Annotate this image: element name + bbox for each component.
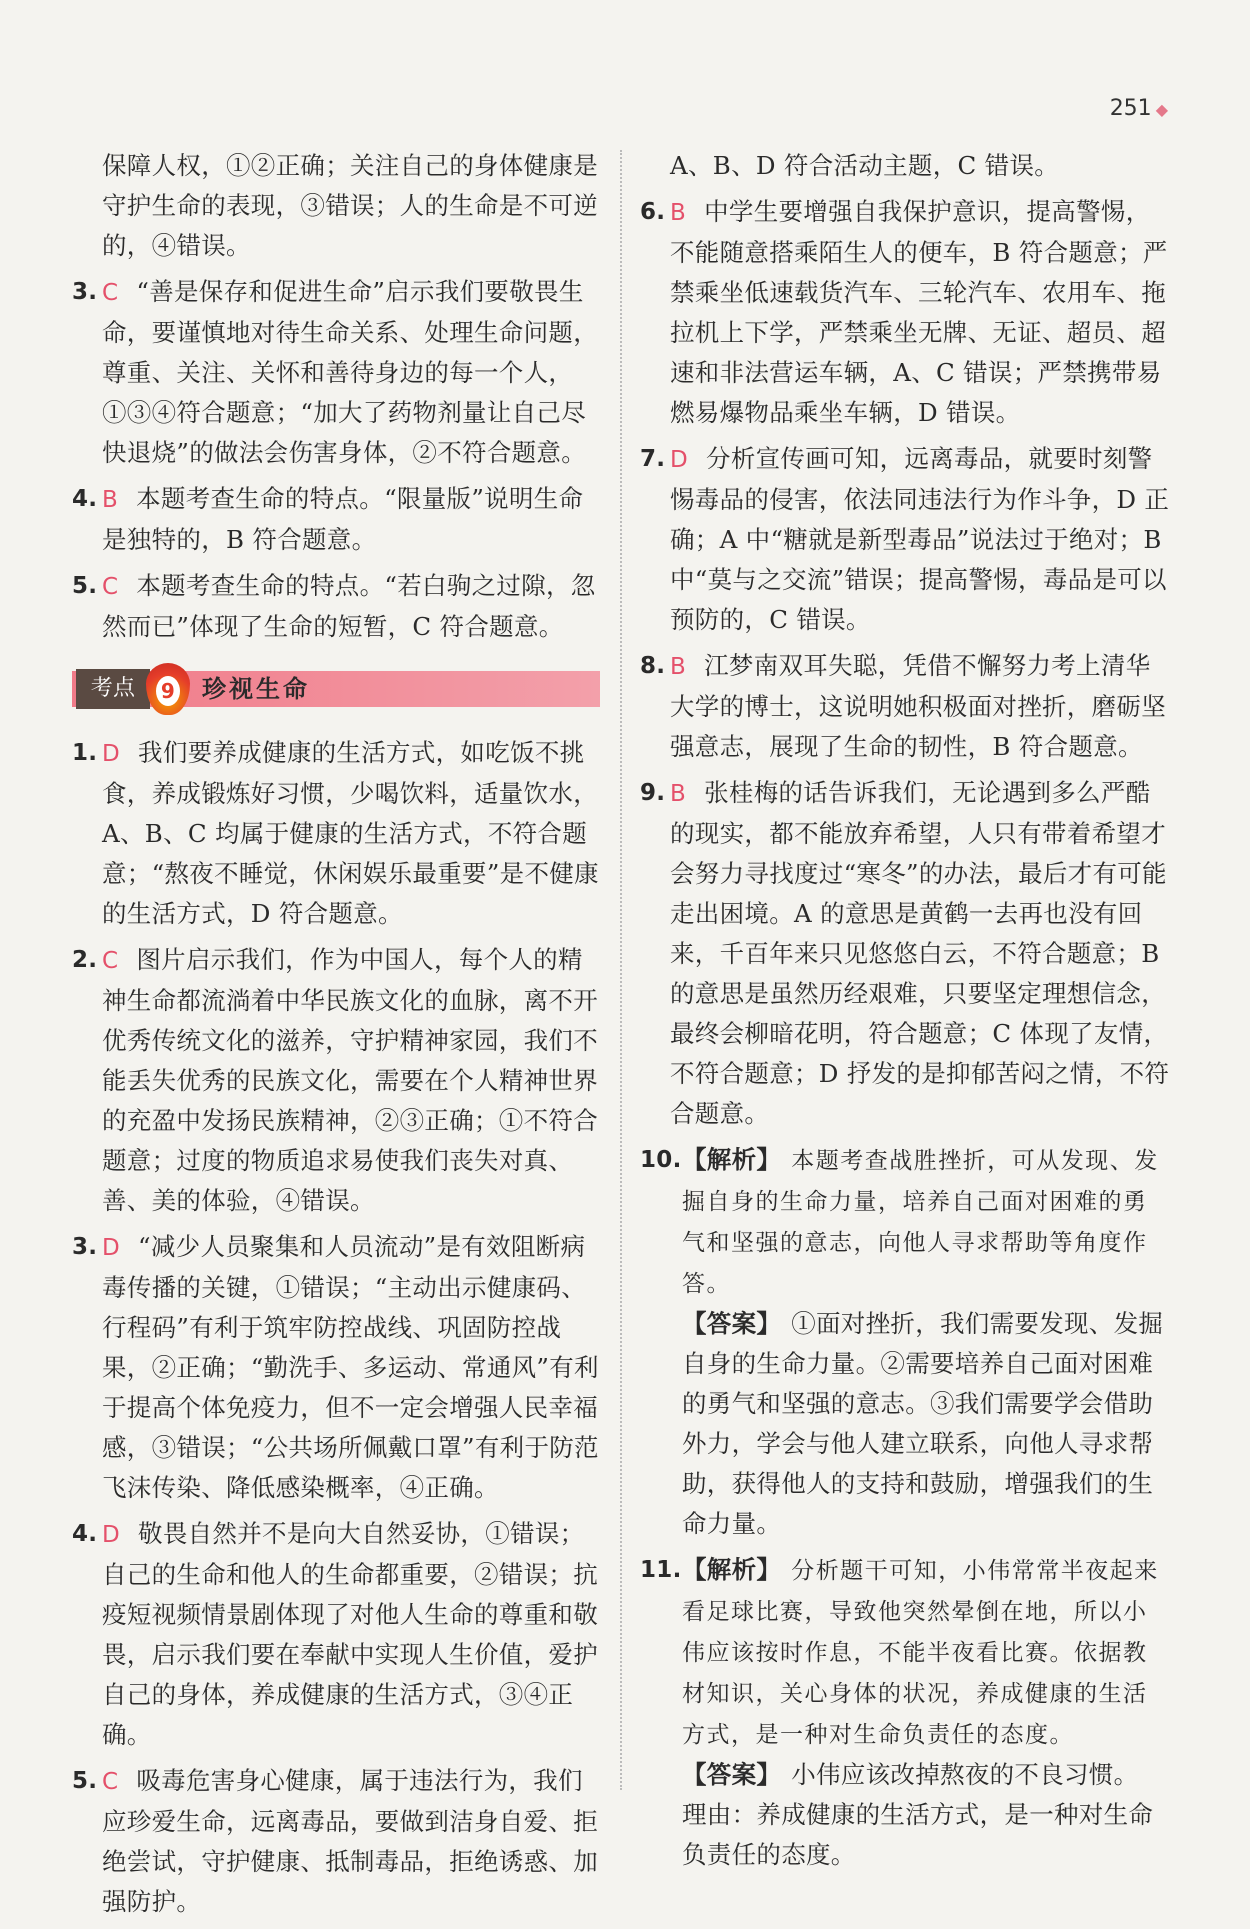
answer-letter: B — [670, 654, 687, 680]
analysis: 【解析】 本题考查战胜挫折，可从发现、发掘自身的生命力量，培养自己面对困难的勇气和坚强的意志，向他人寻求帮助等角度作答。 — [682, 1145, 1159, 1297]
answer-item: 3. C “善是保存和促进生命”启示我们要敬畏生命，要谨慎地对待生命关系、处理生命问题，尊重、关注、关怀和善待身边的每一个人，①③④符合题意；“加大了药物剂量让自己尽快退烧”的做法会伤害身体，②不符合题意。 — [72, 277, 598, 467]
answer-item: 6. B 中学生要增强自我保护意识，提高警惕，不能随意搭乘陌生人的便车，B 符合题意；严禁乘坐低速载货汽车、三轮汽车、农用车、拖拉机上下学，严禁乘坐无牌、无证、超员、超速和非法营运车辆，A、C 错误；严禁携带易燃易爆物品乘坐车辆，D 错误。 — [640, 197, 1168, 427]
answer-letter: B — [670, 200, 687, 226]
reason: 理由：养成健康的生活方式，是一种对生命负责任的态度。 — [682, 1800, 1154, 1869]
answer-letter: D — [670, 447, 689, 473]
answer: 【答案】 小伟应该改掉熬夜的不良习惯。 — [682, 1760, 1139, 1789]
answer-item: 5. C 吸毒危害身心健康，属于违法行为，我们应珍爱生命，远离毒品，要做到洁身自爱、拒绝尝试，守护健康、抵制毒品，拒绝诱惑、加强防护。 — [72, 1766, 598, 1916]
section-number: 9 — [156, 676, 180, 706]
question-10: 10. 【解析】 本题考查战胜挫折，可从发现、发掘自身的生命力量，培养自己面对困难的勇气和坚强的意志，向他人寻求帮助等角度作答。 【答案】 ①面对挫折，我们需要发现、发掘自身的生命力量。②需要培养自己面对困难的勇气和坚强的意志。③我们需要学会借助外力，学会与他人建立联系，向他人寻求帮助，获得他人的支持和鼓励，增强我们的生命力量。 — [640, 1140, 1170, 1544]
answer-letter: C — [102, 280, 119, 306]
continued-text: A、B、D 符合活动主题，C 错误。 — [670, 151, 1060, 180]
answer-letter: D — [102, 1522, 121, 1548]
answer-item: 8. B 江梦南双耳失聪，凭借不懈努力考上清华大学的博士，这说明她积极面对挫折，磨砺坚强意志，展现了生命的韧性，B 符合题意。 — [640, 651, 1166, 761]
answer-item: 2. C 图片启示我们，作为中国人，每个人的精神生命都流淌着中华民族文化的血脉，离不开优秀传统文化的滋养，守护精神家园，我们不能丢失优秀的民族文化，需要在个人精神世界的充盈中发扬民族精神，②③正确；①不符合题意；过度的物质追求易使我们丧失对真、善、美的体验，④错误。 — [72, 945, 598, 1215]
answer-item: 4. D 敬畏自然并不是向大自然妥协，①错误；自己的生命和他人的生命都重要，②错误；抗疫短视频情景剧体现了对他人生命的尊重和敬畏，启示我们要在奉献中实现人生价值，爱护自己的身体，养成健康的生活方式，③④正确。 — [72, 1519, 598, 1749]
page-number: 251 ◆ — [1109, 96, 1168, 121]
answer-item: 9. B 张桂梅的话告诉我们，无论遇到多么严酷的现实，都不能放弃希望，人只有带着希望才会努力寻找度过“寒冬”的办法，最后才有可能走出困境。A 的意思是黄鹤一去再也没有回来，千百年来只见悠悠白云，不符合题意；B 的意思是虽然历经艰难，只要坚定理想信念，最终会柳暗花明，符合题意；C 体现了友情，不符合题意；D 抒发的是抑郁苦闷之情，不符合题意。 — [640, 778, 1170, 1128]
answer-letter: C — [102, 574, 119, 600]
answer-item: 3. D “减少人员聚集和人员流动”是有效阻断病毒传播的关键，①错误；“主动出示健康码、行程码”有利于筑牢防控战线、巩固防控战果，②正确；“勤洗手、多运动、常通风”有利于提高个体免疫力，但不一定会增强人民幸福感，③错误；“公共场所佩戴口罩”有利于防范飞沫传染、降低感染概率，④正确。 — [72, 1232, 599, 1502]
left-column — [72, 146, 600, 1928]
answer-item: 5. C 本题考查生命的特点。“若白驹之过隙，忽然而已”体现了生命的短暂，C 符合题意。 — [72, 571, 596, 641]
answer-letter: C — [102, 948, 119, 974]
column-divider — [620, 150, 622, 1790]
question-11: 11. 【解析】 分析题干可知，小伟常常半夜起来看足球比赛，导致他突然晕倒在地，所以小伟应该按时作息，不能半夜看比赛。依据教材知识，关心身体的状况，养成健康的生活方式，是一种对生命负责任的态度。 【答案】 小伟应该改掉熬夜的不良习惯。 理由：养成健康的生活方式，是一种对生命负责任的态度。 — [640, 1550, 1170, 1875]
answer: 【答案】 ①面对挫折，我们需要发现、发掘自身的生命力量。②需要培养自己面对困难的勇气和坚强的意志。③我们需要学会借助外力，学会与他人建立联系，向他人寻求帮助，获得他人的支持和鼓励，增强我们的生命力量。 — [682, 1309, 1164, 1538]
answer-item: 7. D 分析宣传画可知，远离毒品，就要时刻警惕毒品的侵害，依法同违法行为作斗争，D 正确；A 中“糖就是新型毒品”说法过于绝对；B 中“莫与之交流”错误；提高警惕，毒品是可以预防的，C 错误。 — [640, 444, 1170, 634]
section-title: 珍视生命 — [202, 674, 310, 703]
answer-item: 4. B 本题考查生命的特点。“限量版”说明生命是独特的，B 符合题意。 — [72, 484, 584, 554]
flame-icon — [146, 663, 190, 715]
answer-letter: C — [102, 1769, 119, 1795]
answer-letter: D — [102, 741, 121, 767]
analysis: 【解析】 分析题干可知，小伟常常半夜起来看足球比赛，导致他突然晕倒在地，所以小伟应该按时作息，不能半夜看比赛。依据教材知识，关心身体的状况，养成健康的生活方式，是一种对生命负责任的态度。 — [682, 1555, 1159, 1748]
section-label: 考点 — [76, 669, 150, 709]
answer-item: 1. D 我们要养成健康的生活方式，如吃饭不挑食，养成锻炼好习惯，少喝饮料，适量饮水，A、B、C 均属于健康的生活方式，不符合题意；“熬夜不睡觉，休闲娱乐最重要”是不健康的生活方式，D 符合题意。 — [72, 738, 599, 928]
section-header — [72, 663, 600, 715]
diamond-icon: ◆ — [1155, 100, 1168, 119]
answer-letter: B — [102, 487, 119, 513]
answer-letter: D — [102, 1235, 121, 1261]
continued-text: 保障人权，①②正确；关注自己的身体健康是守护生命的表现，③错误；人的生命是不可逆的，④错误。 — [102, 151, 598, 260]
answer-letter: B — [670, 781, 687, 807]
right-column — [640, 146, 1170, 1881]
